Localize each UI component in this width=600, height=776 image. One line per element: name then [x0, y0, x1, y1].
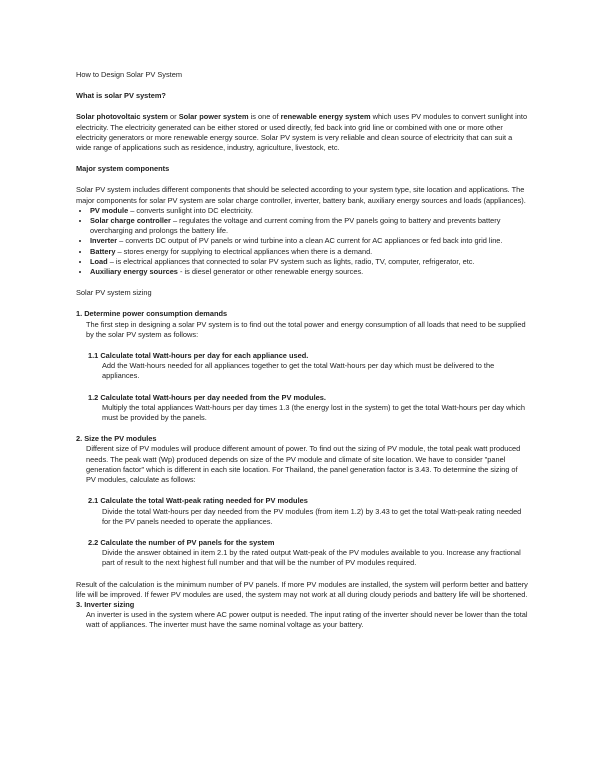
step1-1-body: Add the Watt-hours needed for all appliances together to get the total Watt-hours per day which must be delivered to the appliances.: [102, 361, 495, 381]
term-renewable-energy: renewable energy system: [280, 112, 371, 122]
step2-heading: 2. Size the PV modules: [76, 434, 157, 444]
step2-body: Different size of PV modules will produce different amount of power. To find out the sizing of PV module, the total peak watt produced needs. The peak watt (Wp) produced depends on size of the PV module and climate of site location. We have to consider "panel generation factor" which is different in each site location. For Thailand, the panel generation factor is 3.43. To determine the sizing of PV modules, calculate as follows:: [86, 444, 521, 485]
step1-2: [76, 393, 528, 424]
list-item: • Battery – stores energy for supplying to electrical appliances when there is a demand.: [90, 247, 528, 257]
step1-heading: 1. Determine power consumption demands: [76, 309, 228, 319]
step2-2-heading: 2.2 Calculate the number of PV panels for the system: [88, 537, 275, 547]
step2-1-body: Divide the total Watt-hours per day needed from the PV modules (from item 1.2) by 3.43 to get the total Watt-peak rating needed for the PV panels needed to operate the appliances.: [102, 506, 522, 526]
section-heading-sizing: Solar PV system sizing: [76, 288, 152, 298]
step2-result: Result of the calculation is the minimum number of PV panels. If more PV modules are installed, the system will perform better and battery life will be improved. If fewer PV modules are used, the system may not work at all during cloudy periods and battery life will be shortened.: [76, 579, 528, 599]
list-item: • Auxiliary energy sources - is diesel generator or other renewable energy sources.: [90, 267, 528, 277]
list-item: • Load – is electrical appliances that connected to solar PV system such as lights, radio, TV, computer, refrigerator, etc.: [90, 257, 528, 267]
document-page: [76, 70, 528, 631]
step1-2-body: Multiply the total appliances Watt-hours per day times 1.3 (the energy lost in the system) to get the total Watt-hours per day which must be provided by the panels.: [102, 402, 525, 423]
step1-body: The first step in designing a solar PV system is to find out the total power and energy consumption of all loads that need to be supplied by the solar PV system as follows:: [86, 319, 526, 339]
step3-body: An inverter is used in the system where AC power output is needed. The input rating of the inverter should never be lower than the total watt of appliances. The inverter must have the same nominal voltage as your battery.: [86, 610, 528, 630]
step2-1: [76, 496, 528, 527]
list-item: • Solar charge controller – regulates the voltage and current coming from the PV panels going to battery and prevents battery overcharging and prolongs the battery life.: [90, 216, 528, 236]
section-heading-components: Major system components: [76, 164, 170, 174]
document-title: How to Design Solar PV System: [76, 70, 182, 79]
term-solar-power-system: Solar power system: [178, 112, 249, 122]
step1-2-heading: 1.2 Calculate total Watt-hours per day needed from the PV modules.: [88, 392, 326, 402]
term-solar-photovoltaic: Solar photovoltaic system: [76, 112, 168, 122]
section-heading-what-is: What is solar PV system?: [76, 91, 166, 101]
list-item: • PV module – converts sunlight into DC electricity.: [90, 206, 528, 216]
intro-paragraph: Solar photovoltaic system or Solar power system is one of renewable energy system which uses PV modules to convert sunlight into electricity. The electricity generated can be either stored or used directly, fed back into grid line or combined with one or more other electricity generators or more renewable energy source. Solar PV system is very reliable and clean source of electricity that can suit a wide range of applications such as residence, industry, agriculture, livestock, etc.: [76, 112, 528, 153]
components-list: [76, 206, 528, 277]
step2-1-heading: 2.1 Calculate the total Watt-peak rating needed for PV modules: [88, 496, 308, 506]
step3-heading: 3. Inverter sizing: [76, 599, 135, 609]
step2-2-body: Divide the answer obtained in item 2.1 by the rated output Watt-peak of the PV modules available to you. Increase any fractional part of result to the next highest full number and that will be the number of PV modules required.: [102, 548, 521, 568]
step1-1-heading: 1.1 Calculate total Watt-hours per day for each appliance used.: [88, 351, 309, 361]
step1-1: [76, 351, 528, 382]
list-item: • Inverter – converts DC output of PV panels or wind turbine into a clean AC current for AC appliances or fed back into grid line.: [90, 236, 528, 246]
step2-2: [76, 538, 528, 569]
components-intro: Solar PV system includes different components that should be selected according to your system type, site location and applications. The major components for solar PV system are solar charge controller, inverter, battery bank, auxiliary energy sources and loads (appliances).: [76, 185, 526, 205]
